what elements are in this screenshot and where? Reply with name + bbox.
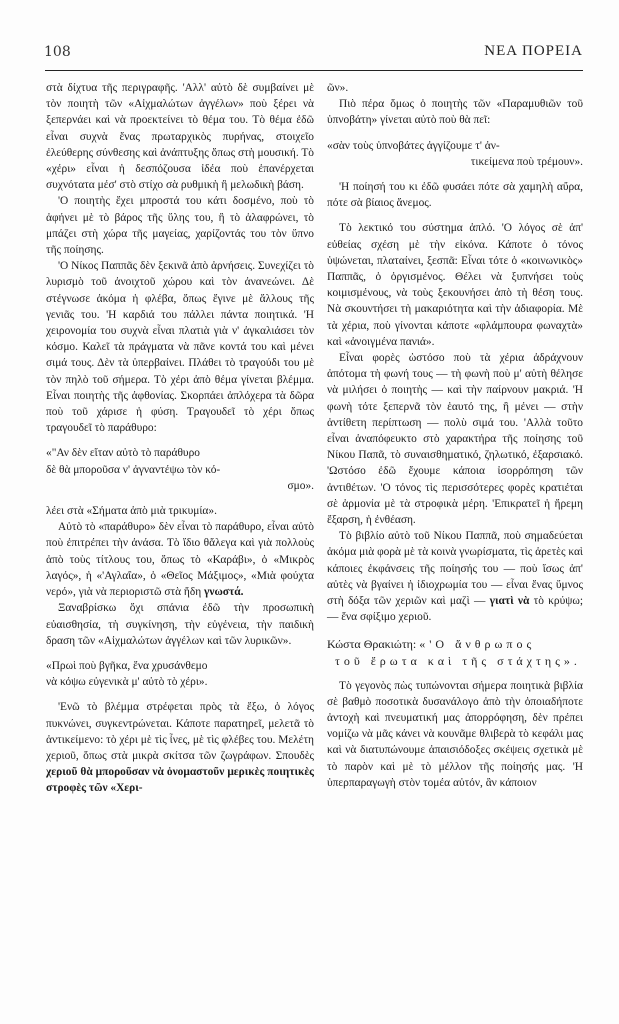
paragraph	[46, 519, 314, 600]
quote-line: τικείμενα ποὺ τρέμουν».	[470, 155, 583, 168]
paragraph: 'Η ποίησή του κι ἐδῶ φυσάει πότε σὰ χαμηλὴ αὔρα, πότε σὰ βίαιος ἄνεμος.	[327, 181, 583, 210]
quote-line: «"Αν δὲν εἴταν αὐτὸ τὸ παράθυρο	[46, 447, 200, 460]
paragraph	[327, 528, 583, 625]
paragraph: Ξαναβρίσκω ὄχι σπάνια ἐδῶ τὴν προσωπικὴ εὐαισθησία, τὴ συγκίνηση, τὴν εὐγένεια, τὴν παιδικὴ δραση τῶν «Αἰχμαλώτων ἀγγέλων καὶ τῶν λυρικῶν».	[46, 602, 314, 647]
paragraph-text: Τὸ βιβλίο αὐτὸ τοῦ Νίκου Παππᾶ, ποὺ σημαδεύεται ἀκόμα μιὰ φορὰ μὲ τὰ κοινὰ γνωρίσματα, τὶς ἀρετὲς καὶ κάποιες ἐκφάνσεις τῆς ποίησής του — ποὺ ἴσως ἀπ' αὐτὲς νὰ βγαίνει ἡ ἰδιοχρωμία του — εἶναι ἕνας ὕμνος στὴ δόξα τῶν χεριῶν καὶ μαζὶ —	[327, 530, 583, 608]
paragraph	[46, 699, 314, 796]
quote-line: σμο».	[287, 479, 314, 492]
header-rule	[45, 70, 583, 71]
paragraph: 'Ο Νίκος Παππᾶς δὲν ξεκινᾶ ἀπὸ ἀρνήσεις. Συνεχίζει τὸ λυρισμὸ τοῦ ἀνοιχτοῦ χώρου καὶ τὸν ἀνανεώνει. Δὲ στέγνωσε ἀκόμα ἡ φλέβα, ὅπως ἔγινε μὲ ἄλλους τῆς γενιᾶς του. 'Η καρδιά του πάλλει πάντα ποιητικά. 'Η χειρονομία του συχνὰ εἶναι πλατιὰ γιὰ ν' ἀγκαλιάσει τὸν κόσμο. Καλεῖ τὰ πράγματα νὰ πᾶνε κοντά του καὶ μένει σιμά τους. Δὲν τὰ ὑπερβαίνει. Πλάθει τὸ τραγούδι του μὲ τὸν πηλὸ τοῦ σήμερα. Τὸ χέρι ἀπὸ θέμα γίνεται βλέμμα. Εἶναι ποιητὴς τῆς ἀφθονίας. Σκορπάει ἁπλόχερα τὰ δῶρα ποὺ τοῦ χάρισε ἡ φύση. Τραγουδεῖ τὸ χέρι ὅπως τραγουδεῖ τὸ παράθυρο:	[46, 260, 314, 435]
paragraph-text: 'Ενῶ τὸ βλέμμα στρέφεται πρὸς τὰ ἔξω, ὁ λόγος πυκνώνει, συγκεντρώνεται. Κάποτε παρατηρεῖ, μελετᾶ τὸ ἀντικείμενο: τὸ χέρι μὲ τὶς ἶνες, μὲ τὶς φλέβες του. Μελέτη χεριοῦ, ὅπως στὰ μικρὰ σκίτσα τῶν ζωγράφων. Σπουδὲς	[46, 701, 314, 762]
poem-quote	[46, 658, 314, 690]
paragraph: Εἶναι φορὲς ὡστόσο ποὺ τὰ χέρια ἀδράχνουν ἀπότομα τὴ φωνή τους — τὴ φωνὴ ποὺ μ' αὐτὴ θέλησε νὰ μιλήσει ὁ ποιητὴς — καὶ τὴν παίρνουν μακριά. 'Η φωνὴ τότε ξεπερνᾶ τὸν ἑαυτό της, ἢ μένει — στὴν ἀντίθετη περίπτωση — πολὺ σιμά του. 'Αλλὰ τοῦτο εἶναι ἀναπόφευκτο στὸ χαρακτήρα τῆς ποίησης τοῦ Νίκου Παπᾶ, τὸ συναισθηματικό, ζηλωτικό, ἐξαρσιακό. 'Ωστόσο ἐδῶ ἔχουμε κάποια ἰσορρόπηση τῶν ἀντιθέτων. 'Ο τόνος τὶς περισσότερες φορὲς κρατιέται σὲ ἁρμονία μὲ τὰ στροφικὰ μέρη. 'Επικρατεῖ ἡ ἤρεμη ἔξαρση, ἡ ἐνθέαση.	[327, 352, 583, 527]
spacer	[327, 211, 583, 220]
poem-quote	[327, 138, 583, 170]
quote-line: νὰ κόψω εὐγενικὰ μ' αὐτὸ τὸ χέρι».	[46, 676, 208, 689]
quote-line: «Πρωὶ ποὺ βγῆκα, ἕνα χρυσάνθεμο	[46, 659, 208, 672]
paragraph: Τὸ λεκτικό του σύστημα ἁπλό. 'Ο λόγος σὲ ἀπ' εὐθείας σχέση μὲ τὴν εἰκόνα. Κάποτε ὁ τόνος ὑψώνεται, πλαταίνει, ξεσπᾶ: Εἶναι τότε ὁ «κοινωνικὸς» Παππᾶς, ὁ ὀργισμένος. Θέλει νὰ ξυπνήσει τοὺς κοιμισμένους, νὰ τοὺς ξεκουνήσει ἀπὸ τὴ θέση τους. Νὰ σκουντήσει τὴ μακαριότητα καὶ τὴν ἀδιαφορία. Μὲ τὰ χέρια, ποὺ γίνονται κάποτε «φλάμπουρα φωναχτὰ» καὶ «ἀνοιγμένα πανιά».	[327, 222, 583, 348]
review-title-continued: τοῦ ἔρωτα καὶ τῆς στάχτης».	[335, 653, 581, 668]
bold-text: γνωστά.	[204, 586, 244, 599]
review-author: Κώστα Θρακιώτη:	[327, 636, 420, 651]
left-column	[46, 80, 314, 797]
quote-line: δὲ θὰ μποροῦσα ν' ἀγναντέψω τὸν κό-	[46, 463, 221, 476]
right-column	[327, 80, 583, 791]
poem-quote	[46, 445, 314, 494]
review-title: «'Ο ἄνθρωπος	[419, 636, 536, 651]
paragraph: λέει στὰ «Σήματα ἀπὸ μιὰ τρικυμία».	[46, 505, 217, 518]
review-heading	[327, 636, 583, 670]
quote-line: «σὰν τοὺς ὑπνοβάτες ἀγγίζουμε τ' ἀν-	[327, 139, 500, 152]
bold-text: χεριοῦ θὰ μποροῦσαν νὰ ὀνομαστοῦν μερικὲς ποιητικὲς στροφὲς τῶν «Χερι-	[46, 766, 314, 795]
paragraph-text: Αὐτὸ τὸ «παράθυρο» δὲν εἶναι τὸ παράθυρο, εἶναι αὐτὸ ποὺ ἐπιτρέπει τὴν ἀνάσα. Τὸ ἴδιο θἄλεγα καὶ γιὰ πολλοὺς ἀπὸ τοὺς τίτλους του, ὅπως τὸ «Καράβι», ὁ «Μικρὸς λαγός», ἡ «'Αγλαΐα», ὁ «Θεῖος Μάξιμος», «Μιὰ φούχτα νερό», γιὰ νὰ περιοριστῶ στὰ ἤδη	[46, 521, 314, 599]
paragraph: στὰ δίχτυα τῆς περιγραφῆς. 'Αλλ' αὐτὸ δὲ συμβαίνει μὲ τὸν ποιητὴ τῶν «Αἰχμαλώτων ἀγγέλων» ποὺ ξέρει νὰ ξεπερνάει καὶ νὰ προεκτείνει τὸ θέμα του. Τὸ θέμα ἐδῶ εἶναι συχνὰ ἕνας πρωταρχικὸς πυρήνας, στοιχεῖο ἐλεύθερης σύνθεσης καὶ ἀνάπτυξης ὅπως στὴ μουσική. Τὸ «χέρι» εἶναι ἡ δεσπόζουσα ἰδέα ποὺ ἐπανέρχεται συχνότατα μέσ' στὸ στίχο σὰ ρυθμικὴ ἢ μελωδικὴ βάση.	[46, 82, 314, 192]
paragraph: 'Ο ποιητὴς ἔχει μπροστά του κάτι δοσμένο, ποὺ τὸ ἀφήνει μὲ τὸ βάρος τῆς ὕλης του, ἢ τὸ ἀλαφρώνει, τὸ μπάζει στὴ χώρα τῆς μαγείας, χαρίζοντάς του τὸν ὕπνο τῆς ποίησης.	[46, 195, 314, 257]
paragraph-text: τὸ κρύψω; — ἕνα σφίξιμο χεριοῦ.	[327, 595, 584, 624]
journal-title: ΝΕΑ ΠΟΡΕΙΑ	[484, 43, 583, 59]
paragraph: ῶν».	[327, 82, 349, 94]
page-number: 108	[44, 44, 71, 60]
paragraph: Πιὸ πέρα ὅμως ὁ ποιητὴς τῶν «Παραμυθιῶν τοῦ ὑπνοβάτη» γίνεται αὐτὸ ποὺ θὰ πεῖ:	[327, 98, 583, 127]
paragraph: Τὸ γεγονὸς πὼς τυπώνονται σήμερα ποιητικὰ βιβλία σὲ βαθμὸ ποσοτικὰ δυσανάλογο ἀπὸ τὴν ὁποιαδήποτε ἀντοχὴ καὶ πνευματική μας ἀπορρόφηση, δὲν πρέπει νομίζω νὰ μᾶς κάνει νὰ κουνᾶμε θλιβερὰ τὸ κεφάλι μας καὶ νὰ διατυπώνουμε ἀπαισιόδοξες σκέψεις σχετικὰ μὲ τὸ παρὸν καὶ μὲ τὸ μέλλον τῆς ποίησής μας. 'Η ὑπερπαραγωγὴ στὸν τομέα αὐτόν, ἂν κάποιον	[327, 679, 583, 789]
bold-text: γιατὶ νὰ	[489, 595, 530, 608]
